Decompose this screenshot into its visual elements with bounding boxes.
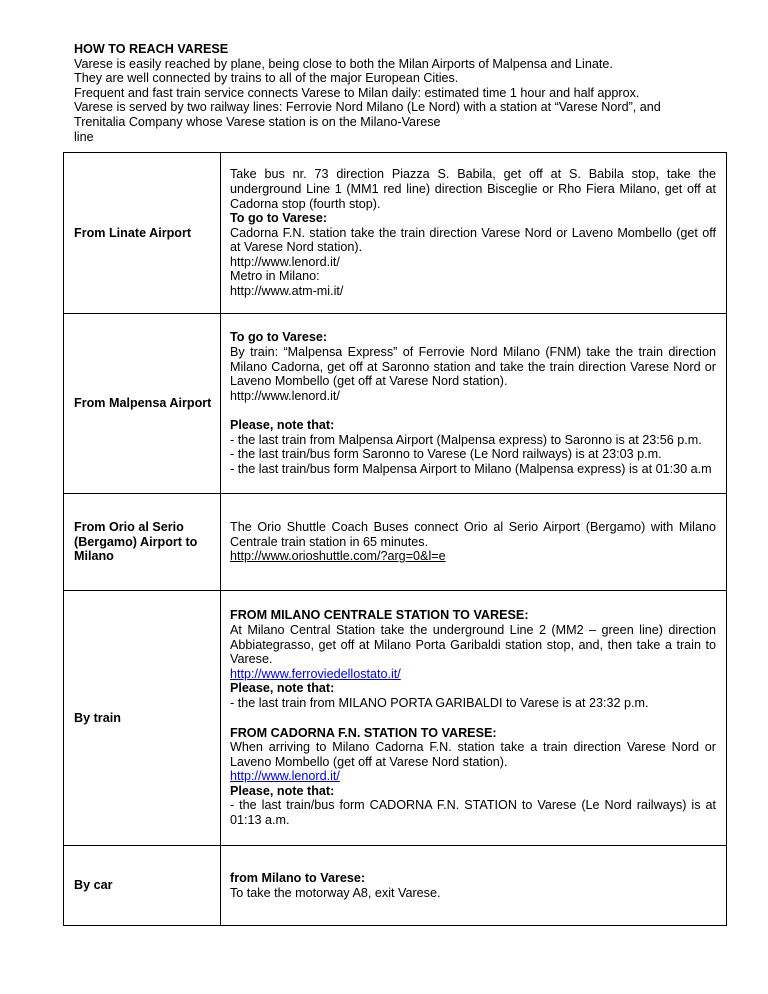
- intro-line: line: [74, 129, 94, 144]
- note-line: - the last train from MILANO PORTA GARIBALDI to Varese is at 23:32 p.m.: [230, 695, 649, 710]
- paragraph: Cadorna F.N. station take the train direction Varese Nord or Laveno Mombello (get off at Varese Nord station).: [230, 225, 716, 255]
- intro-line: Trenitalia Company whose Varese station is on the Milano-Varese: [74, 114, 441, 129]
- url-text: http://www.atm-mi.it/: [230, 284, 344, 299]
- row-label: From Orio al Serio (Bergamo) Airport to Milano: [64, 494, 221, 591]
- url-text: http://www.lenord.it/: [230, 388, 340, 403]
- row-label: By car: [64, 846, 221, 926]
- paragraph: By train: “Malpensa Express” of Ferrovie Nord Milano (FNM) take the train direction Milano Cadorna, get off at Saronno station and take the train direction Varese Nord or Laveno Mombello (get off at Varese Nord station).: [230, 344, 716, 389]
- subheading: Please, note that:: [230, 783, 335, 798]
- table-row-car: [64, 846, 727, 926]
- table-row-orio: [64, 494, 727, 591]
- subheading: To go to Varese:: [230, 330, 328, 345]
- table-row-train: [64, 591, 727, 846]
- intro-line: Frequent and fast train service connects Varese to Milan daily: estimated time 1 hour and half approx.: [74, 85, 640, 100]
- row-label: From Linate Airport: [64, 153, 221, 314]
- routes-table: [63, 152, 727, 926]
- intro-line: They are well connected by trains to all of the major European Cities.: [74, 71, 459, 86]
- row-content: [221, 153, 727, 314]
- lenord-link[interactable]: http://www.lenord.it/: [230, 769, 340, 784]
- page-title: HOW TO REACH VARESE: [74, 42, 229, 56]
- subheading: from Milano to Varese:: [230, 870, 366, 885]
- paragraph: To take the motorway A8, exit Varese.: [230, 885, 441, 900]
- url-text: http://www.lenord.it/: [230, 254, 340, 269]
- row-content: [221, 591, 727, 846]
- intro-line: Varese is served by two railway lines: Ferrovie Nord Milano (Le Nord) with a station at “Varese Nord”, and: [74, 100, 661, 115]
- ferrovie-link[interactable]: http://www.ferroviedellostato.it/: [230, 666, 401, 681]
- row-label: From Malpensa Airport: [64, 314, 221, 494]
- paragraph: Metro in Milano:: [230, 269, 320, 284]
- row-content: [221, 494, 727, 591]
- subheading: To go to Varese:: [230, 211, 328, 226]
- note-line: - the last train/bus form Malpensa Airport to Milano (Malpensa express) is at 01:30 a.m: [230, 462, 712, 477]
- paragraph: The Orio Shuttle Coach Buses connect Orio al Serio Airport (Bergamo) with Milano Centrale train station in 65 minutes.: [230, 520, 716, 549]
- note-line: - the last train from Malpensa Airport (Malpensa express) to Saronno is at 23:56 p.m.: [230, 432, 702, 447]
- subheading: Please, note that:: [230, 418, 335, 433]
- row-content: [221, 314, 727, 494]
- subheading: Please, note that:: [230, 681, 335, 696]
- note-line: - the last train/bus form CADORNA F.N. STATION to Varese (Le Nord railways) is at 01:13 a.m.: [230, 798, 716, 828]
- table-row-linate: [64, 153, 727, 314]
- intro-section: [74, 42, 714, 144]
- row-label: By train: [64, 591, 221, 846]
- paragraph: At Milano Central Station take the underground Line 2 (MM2 – green line) direction Abbiategrasso, get off at Milano Porta Garibaldi station stop, and, then take a train to Varese.: [230, 622, 716, 667]
- intro-line: Varese is easily reached by plane, being close to both the Milan Airports of Malpensa and Linate.: [74, 56, 613, 71]
- row-content: [221, 846, 727, 926]
- subheading: FROM MILANO CENTRALE STATION TO VARESE:: [230, 608, 529, 623]
- table-row-malpensa: [64, 314, 727, 494]
- note-line: - the last train/bus form Saronno to Varese (Le Nord railways) is at 23:03 p.m.: [230, 447, 662, 462]
- paragraph: Take bus nr. 73 direction Piazza S. Babila, get off at S. Babila stop, take the underground Line 1 (MM1 red line) direction Bisceglie or Rho Fiera Milano, get off at Cadorna stop (fourth stop).: [230, 167, 716, 211]
- orio-shuttle-link[interactable]: http://www.orioshuttle.com/?arg=0&l=e: [230, 549, 446, 564]
- paragraph: When arriving to Milano Cadorna F.N. station take a train direction Varese Nord or Laveno Mombello (get off at Varese Nord station).: [230, 740, 716, 769]
- subheading: FROM CADORNA F.N. STATION TO VARESE:: [230, 725, 497, 740]
